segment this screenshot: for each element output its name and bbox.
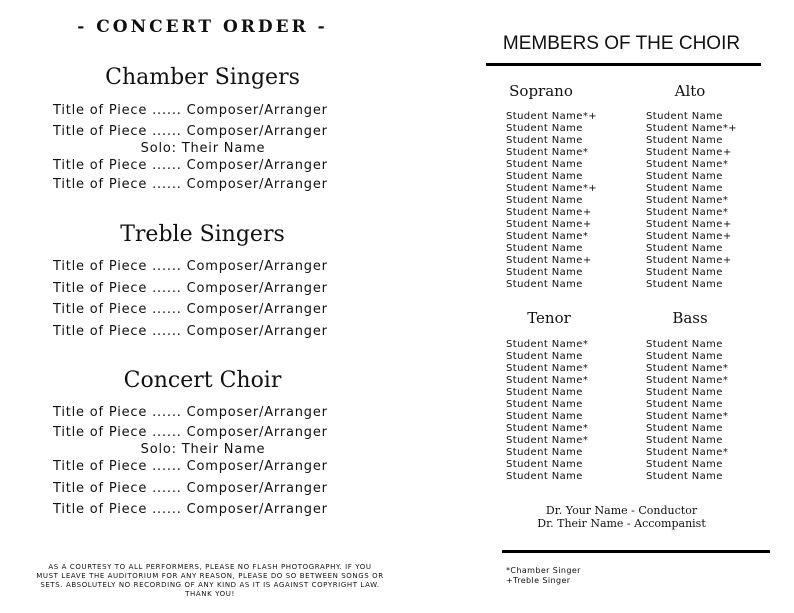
piece-line: Title of Piece ...... Composer/Arranger [53,177,328,192]
soprano-member-name: Student Name* [506,147,589,158]
bass-heading: Bass [672,309,708,327]
audience-notice [15,563,405,599]
legend-treble-singer: +Treble Singer [506,576,571,585]
tenor-member-name: Student Name [506,387,583,398]
members-panel [480,0,780,613]
piece-line: Title of Piece ...... Composer/Arranger [53,459,328,474]
bass-member-name: Student Name* [646,447,729,458]
bass-member-name: Student Name [646,471,723,482]
piece-line: Title of Piece ...... Composer/Arranger [53,103,328,118]
alto-member-name: Student Name [646,171,723,182]
soprano-list [506,111,597,291]
bass-member-name: Student Name [646,435,723,446]
notice-line: MUST LEAVE THE AUDITORIUM FOR ANY REASON, PLEASE DO SO BETWEEN SONGS OR [36,572,384,580]
bass-member-name: Student Name [646,459,723,470]
tenor-member-name: Student Name [506,411,583,422]
notice-line: AS A COURTESY TO ALL PERFORMERS, PLEASE NO FLASH PHOTOGRAPHY. IF YOU [48,563,372,571]
bass-member-name: Student Name [646,423,723,434]
alto-member-name: Student Name [646,111,723,122]
bass-member-name: Student Name* [646,363,729,374]
alto-member-name: Student Name* [646,207,729,218]
soprano-member-name: Student Name*+ [506,183,598,194]
bass-list [646,339,728,483]
tenor-member-name: Student Name [506,459,583,470]
accompanist-credit: Dr. Their Name - Accompanist [537,517,706,530]
tenor-member-name: Student Name [506,471,583,482]
piece-line: Title of Piece ...... Composer/Arranger [53,281,328,296]
top-divider [486,63,761,66]
notice-line: SETS. ABSOLUTELY NO RECORDING OF ANY KIND AS IT IS AGAINST COPYRIGHT LAW. [40,581,380,589]
bass-member-name: Student Name [646,351,723,362]
alto-member-name: Student Name [646,183,723,194]
piece-line: Title of Piece ...... Composer/Arranger [53,158,328,173]
piece-line: Title of Piece ...... Composer/Arranger [53,425,328,440]
alto-member-name: Student Name [646,267,723,278]
soprano-member-name: Student Name+ [506,219,592,230]
soprano-heading: Soprano [509,82,573,100]
tenor-member-name: Student Name [506,447,583,458]
soprano-member-name: Student Name* [506,231,589,242]
notice-line: THANK YOU! [185,590,235,598]
bass-member-name: Student Name [646,399,723,410]
concert-order-title: - CONCERT ORDER - [77,17,328,37]
bottom-divider [502,550,770,553]
tenor-member-name: Student Name* [506,435,589,446]
tenor-member-name: Student Name* [506,423,589,434]
bass-member-name: Student Name [646,387,723,398]
voice-legend [506,566,581,586]
alto-member-name: Student Name [646,135,723,146]
tenor-heading: Tenor [527,309,571,327]
tenor-member-name: Student Name [506,399,583,410]
piece-line: Title of Piece ...... Composer/Arranger [53,302,328,317]
tenor-member-name: Student Name* [506,339,589,350]
solo-credit: Solo: Their Name [140,141,266,156]
tenor-member-name: Student Name [506,351,583,362]
alto-heading: Alto [674,82,706,100]
alto-member-name: Student Name+ [646,255,732,266]
conductor-credit: Dr. Your Name - Conductor [545,504,698,517]
alto-member-name: Student Name [646,243,723,254]
group-heading-concert-choir: Concert Choir [123,368,282,393]
solo-credit: Solo: Their Name [140,442,266,457]
piece-line: Title of Piece ...... Composer/Arranger [53,124,328,139]
soprano-member-name: Student Name [506,279,583,290]
piece-line: Title of Piece ...... Composer/Arranger [53,405,328,420]
bass-member-name: Student Name* [646,375,729,386]
piece-line: Title of Piece ...... Composer/Arranger [53,502,328,517]
legend-chamber-singer: *Chamber Singer [506,566,581,575]
alto-member-name: Student Name* [646,195,729,206]
alto-list [646,111,737,291]
tenor-list [506,339,588,483]
tenor-member-name: Student Name* [506,363,589,374]
piece-line: Title of Piece ...... Composer/Arranger [53,324,328,339]
alto-member-name: Student Name+ [646,147,732,158]
group-heading-treble-singers: Treble Singers [120,222,285,247]
soprano-member-name: Student Name [506,267,583,278]
soprano-member-name: Student Name+ [506,255,592,266]
soprano-member-name: Student Name [506,135,583,146]
soprano-member-name: Student Name+ [506,207,592,218]
alto-member-name: Student Name+ [646,231,732,242]
members-title: MEMBERS OF THE CHOIR [502,33,741,54]
soprano-member-name: Student Name [506,171,583,182]
alto-member-name: Student Name*+ [646,123,738,134]
piece-line: Title of Piece ...... Composer/Arranger [53,259,328,274]
bass-member-name: Student Name* [646,411,729,422]
group-heading-chamber-singers: Chamber Singers [105,65,300,90]
tenor-member-name: Student Name* [506,375,589,386]
alto-member-name: Student Name+ [646,219,732,230]
alto-member-name: Student Name [646,279,723,290]
bass-member-name: Student Name [646,339,723,350]
piece-line: Title of Piece ...... Composer/Arranger [53,481,328,496]
soprano-member-name: Student Name [506,243,583,254]
soprano-member-name: Student Name [506,123,583,134]
soprano-member-name: Student Name*+ [506,111,598,122]
alto-member-name: Student Name* [646,159,729,170]
soprano-member-name: Student Name [506,195,583,206]
soprano-member-name: Student Name [506,159,583,170]
